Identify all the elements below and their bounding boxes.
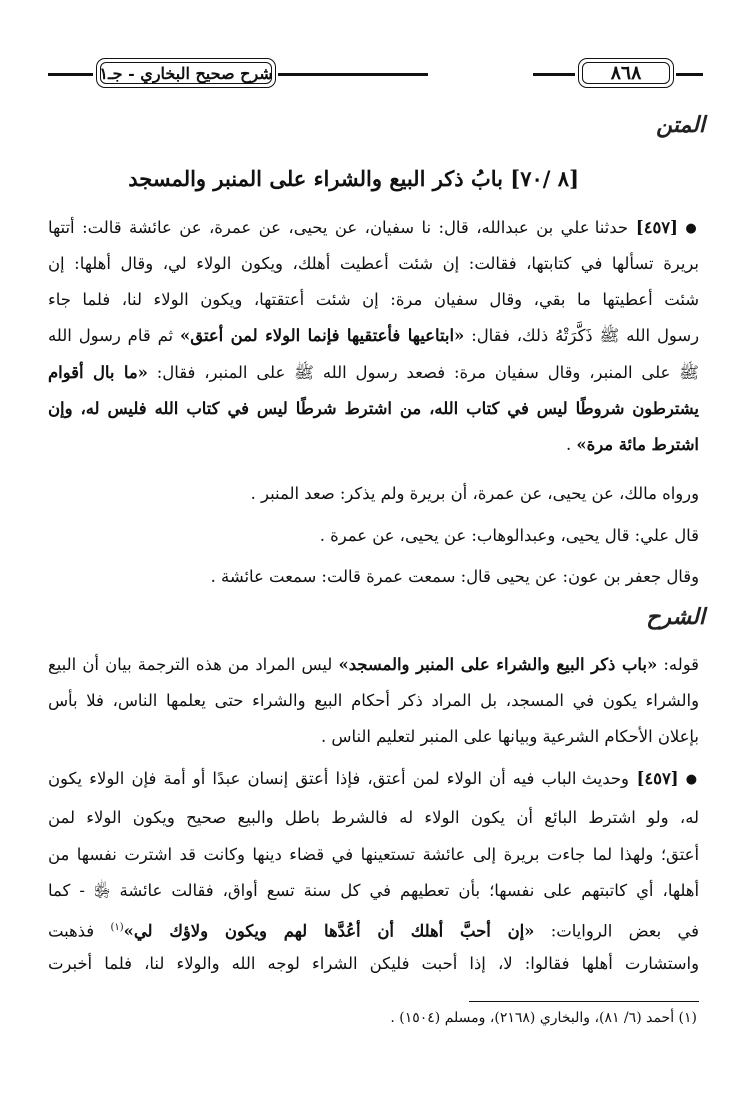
line-text: قوله: [657, 655, 699, 674]
page-number-box [578, 58, 674, 88]
quoted-text: اشترط مائة مرة» [576, 435, 699, 454]
header-rule [48, 73, 93, 76]
line-text: في بعض الروايات: [534, 921, 699, 941]
riwaya-line: قال علي: قال يحيى، وعبدالوهاب: عن يحيى، عن عمرة . [319, 526, 699, 545]
line-text: رسول الله ﷺ ذَكَّرَتْهُ ذلك، فقال: [464, 326, 699, 345]
line-text: أهلها، أي كاتبتهم على نفسها؛ بأن تعطيهم في كل سنة تسع أواق، فقالت عائشة ﵂ - كما [48, 881, 699, 900]
footnote-marker: (١) [110, 922, 124, 933]
header-rule [676, 73, 703, 76]
text-line [48, 764, 699, 796]
quoted-text: «باب ذكر البيع والشراء على المنبر والمسجد» [338, 655, 658, 674]
text-line [48, 949, 699, 979]
text-line [48, 913, 699, 946]
text-line [48, 249, 699, 279]
text-line [48, 394, 699, 424]
text-line [48, 686, 699, 716]
sharh-label: الشرح [646, 604, 705, 630]
hadith-number: [٤٥٧] [628, 769, 679, 788]
text-line [48, 285, 699, 315]
line-text: ﷺ على المنبر، وقال سفيان مرة: فصعد رسول الله ﷺ على المنبر، فقال: [147, 363, 699, 382]
line-text: ليس المراد من هذه الترجمة بيان أن البيع [48, 655, 339, 674]
page-number: ٨٦٨ [610, 62, 642, 84]
text-line [321, 722, 699, 752]
text-line [48, 321, 699, 351]
bullet: ● [685, 221, 700, 236]
footnote: (١) أحمد (٦/ ٨١)، والبخاري (٢١٦٨)، ومسلم (١٥٠٤) . [390, 1010, 697, 1026]
line-text: واستشارت أهلها فقالوا: لا، إذا أحبت فليكن الشراء لوجه الله والولاء لنا، فلما أخبرت [48, 954, 699, 973]
text-line [48, 650, 699, 680]
text-line [48, 213, 699, 245]
line-text: بريرة تسألها في كتابتها، فقالت: إن شئت أعطيت أهلك، ويكون الولاء لي، وقال أهلها: إن [48, 254, 699, 273]
book-title-box [96, 58, 276, 88]
riwaya-line: ورواه مالك، عن يحيى، عن عمرة، أن بريرة ولم يذكر: صعد المنبر . [250, 484, 699, 503]
line-text: شئت أعطيتها ما بقي، وقال سفيان مرة: إن شئت أعتقتها، ويكون الولاء لنا، فلما جاء [48, 290, 699, 309]
line-text: له، ولو اشترط البائع أن يكون الولاء له فالشرط باطل والبيع صحيح ويكون الولاء لمن [48, 808, 699, 827]
bullet: ● [685, 772, 699, 787]
line-text: وحديث الباب فيه أن الولاء لمن أعتق، فإذا أعتق إنسان عبدًا أو أمة فإن الولاء يكون [48, 769, 629, 788]
text-line [48, 876, 699, 906]
text-line [566, 430, 699, 460]
chapter-title: [٨ /٧٠] بابُ ذكر البيع والشراء على المنبر والمسجد [128, 166, 579, 191]
quoted-text: يشترطون شروطًا ليس في كتاب الله، من اشترط شرطًا ليس في كتاب الله فليس له، وإن [48, 399, 699, 418]
text-line [48, 803, 699, 833]
line-text: فذهبت [48, 921, 111, 941]
line-text: أعتق؛ ولهذا لما جاءت بريرة إلى عائشة تستعينها في قضاء دينها وكانت قد اشترت نفسها من [48, 845, 699, 864]
running-header [48, 58, 703, 94]
footnote-rule [469, 1001, 699, 1002]
text-line [48, 358, 699, 388]
quoted-text: «إن أحبَّ أهلك أن أعُدَّها لهم ويكون ولاؤك لي» [123, 921, 535, 941]
line-text: . [565, 435, 577, 454]
riwaya-line: وقال جعفر بن عون: عن يحيى قال: سمعت عمرة قالت: سمعت عائشة . [210, 567, 699, 586]
line-text: بإعلان الأحكام الشرعية وبيانها على المنبر لتعليم الناس . [321, 727, 699, 746]
hadith-number: [٤٥٧] [627, 218, 678, 237]
text-line [48, 840, 699, 870]
header-rule [533, 73, 575, 76]
book-title: شرح صحيح البخاري - جـ١ [99, 63, 273, 83]
line-text: حدثنا علي بن عبدالله، قال: نا سفيان، عن يحيى، عن عمرة، عن عائشة قالت: أتتها [48, 218, 628, 237]
header-rule [278, 73, 428, 76]
quoted-text: «ابتاعيها فأعتقيها فإنما الولاء لمن أعتق» [180, 326, 465, 345]
quoted-text: «ما بال أقوام [48, 363, 148, 382]
line-text: والشراء يكون في المسجد، بل المراد ذكر أحكام البيع والشراء حتى يعلمها الناس، فلا بأس [48, 691, 699, 710]
line-text: ثم قام رسول الله [48, 326, 181, 345]
matn-label: المتن [656, 112, 705, 138]
